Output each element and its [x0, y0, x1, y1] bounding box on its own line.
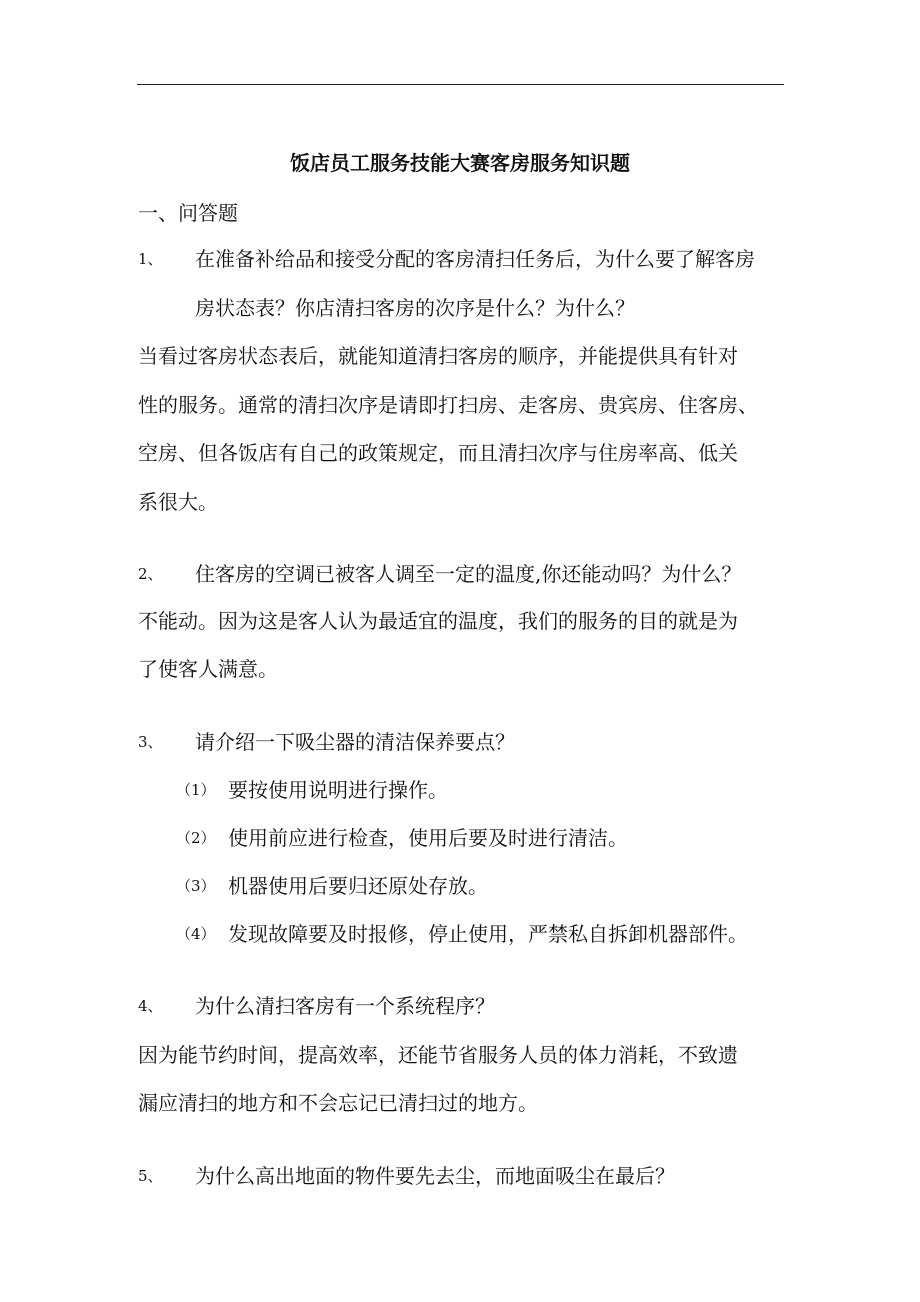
- answer-1-line-1: 当看过客房状态表后，就能知道清扫客房的顺序，并能提供具有针对: [138, 344, 738, 368]
- sub-item-2-number: （2）: [176, 829, 216, 847]
- sub-item-4-number: （4）: [176, 925, 216, 943]
- question-2-number: 2、: [138, 565, 163, 583]
- sub-item-3-number: （3）: [176, 877, 216, 895]
- answer-2-line-1: 不能动。因为这是客人认为最适宜的温度，我们的服务的目的就是为: [138, 609, 738, 633]
- document-title: 饭店员工服务技能大赛客房服务知识题: [290, 151, 630, 175]
- question-2-line-1: 住客房的空调已被客人调至一定的温度,你还能动吗？为什么？: [195, 562, 742, 586]
- section-heading: 一、问答题: [138, 201, 238, 225]
- question-3-line-1: 请介绍一下吸尘器的清洁保养要点？: [195, 730, 515, 754]
- sub-item-3-text: 机器使用后要归还原处存放。: [228, 874, 488, 898]
- sub-item-4-text: 发现故障要及时报修，停止使用，严禁私自拆卸机器部件。: [228, 922, 748, 946]
- question-5-line-1: 为什么高出地面的物件要先去尘，而地面吸尘在最后？: [195, 1164, 675, 1188]
- question-1-line-1: 在准备补给品和接受分配的客房清扫任务后，为什么要了解客房: [195, 247, 755, 271]
- sub-item-1-text: 要按使用说明进行操作。: [228, 778, 448, 802]
- question-1-line-2: 房状态表？你店清扫客房的次序是什么？为什么？: [195, 296, 635, 320]
- question-1-number: 1、: [138, 250, 163, 268]
- question-4-number: 4、: [138, 997, 163, 1015]
- question-4-line-1: 为什么清扫客房有一个系统程序？: [195, 994, 495, 1018]
- answer-4-line-1: 因为能节约时间，提高效率，还能节省服务人员的体力消耗，不致遗: [138, 1043, 738, 1067]
- answer-2-line-2: 了使客人满意。: [138, 657, 278, 681]
- answer-1-line-4: 系很大。: [138, 490, 218, 514]
- header-rule: [137, 84, 784, 85]
- answer-4-line-2: 漏应清扫的地方和不会忘记已清扫过的地方。: [138, 1091, 538, 1115]
- sub-item-1-number: （1）: [176, 781, 216, 799]
- question-3-number: 3、: [138, 733, 163, 751]
- answer-1-line-2: 性的服务。通常的清扫次序是请即打扫房、走客房、贵宾房、住客房、: [138, 393, 758, 417]
- sub-item-2-text: 使用前应进行检查，使用后要及时进行清洁。: [228, 826, 628, 850]
- answer-1-line-3: 空房、但各饭店有自己的政策规定，而且清扫次序与住房率高、低关: [138, 441, 738, 465]
- question-5-number: 5、: [138, 1167, 163, 1185]
